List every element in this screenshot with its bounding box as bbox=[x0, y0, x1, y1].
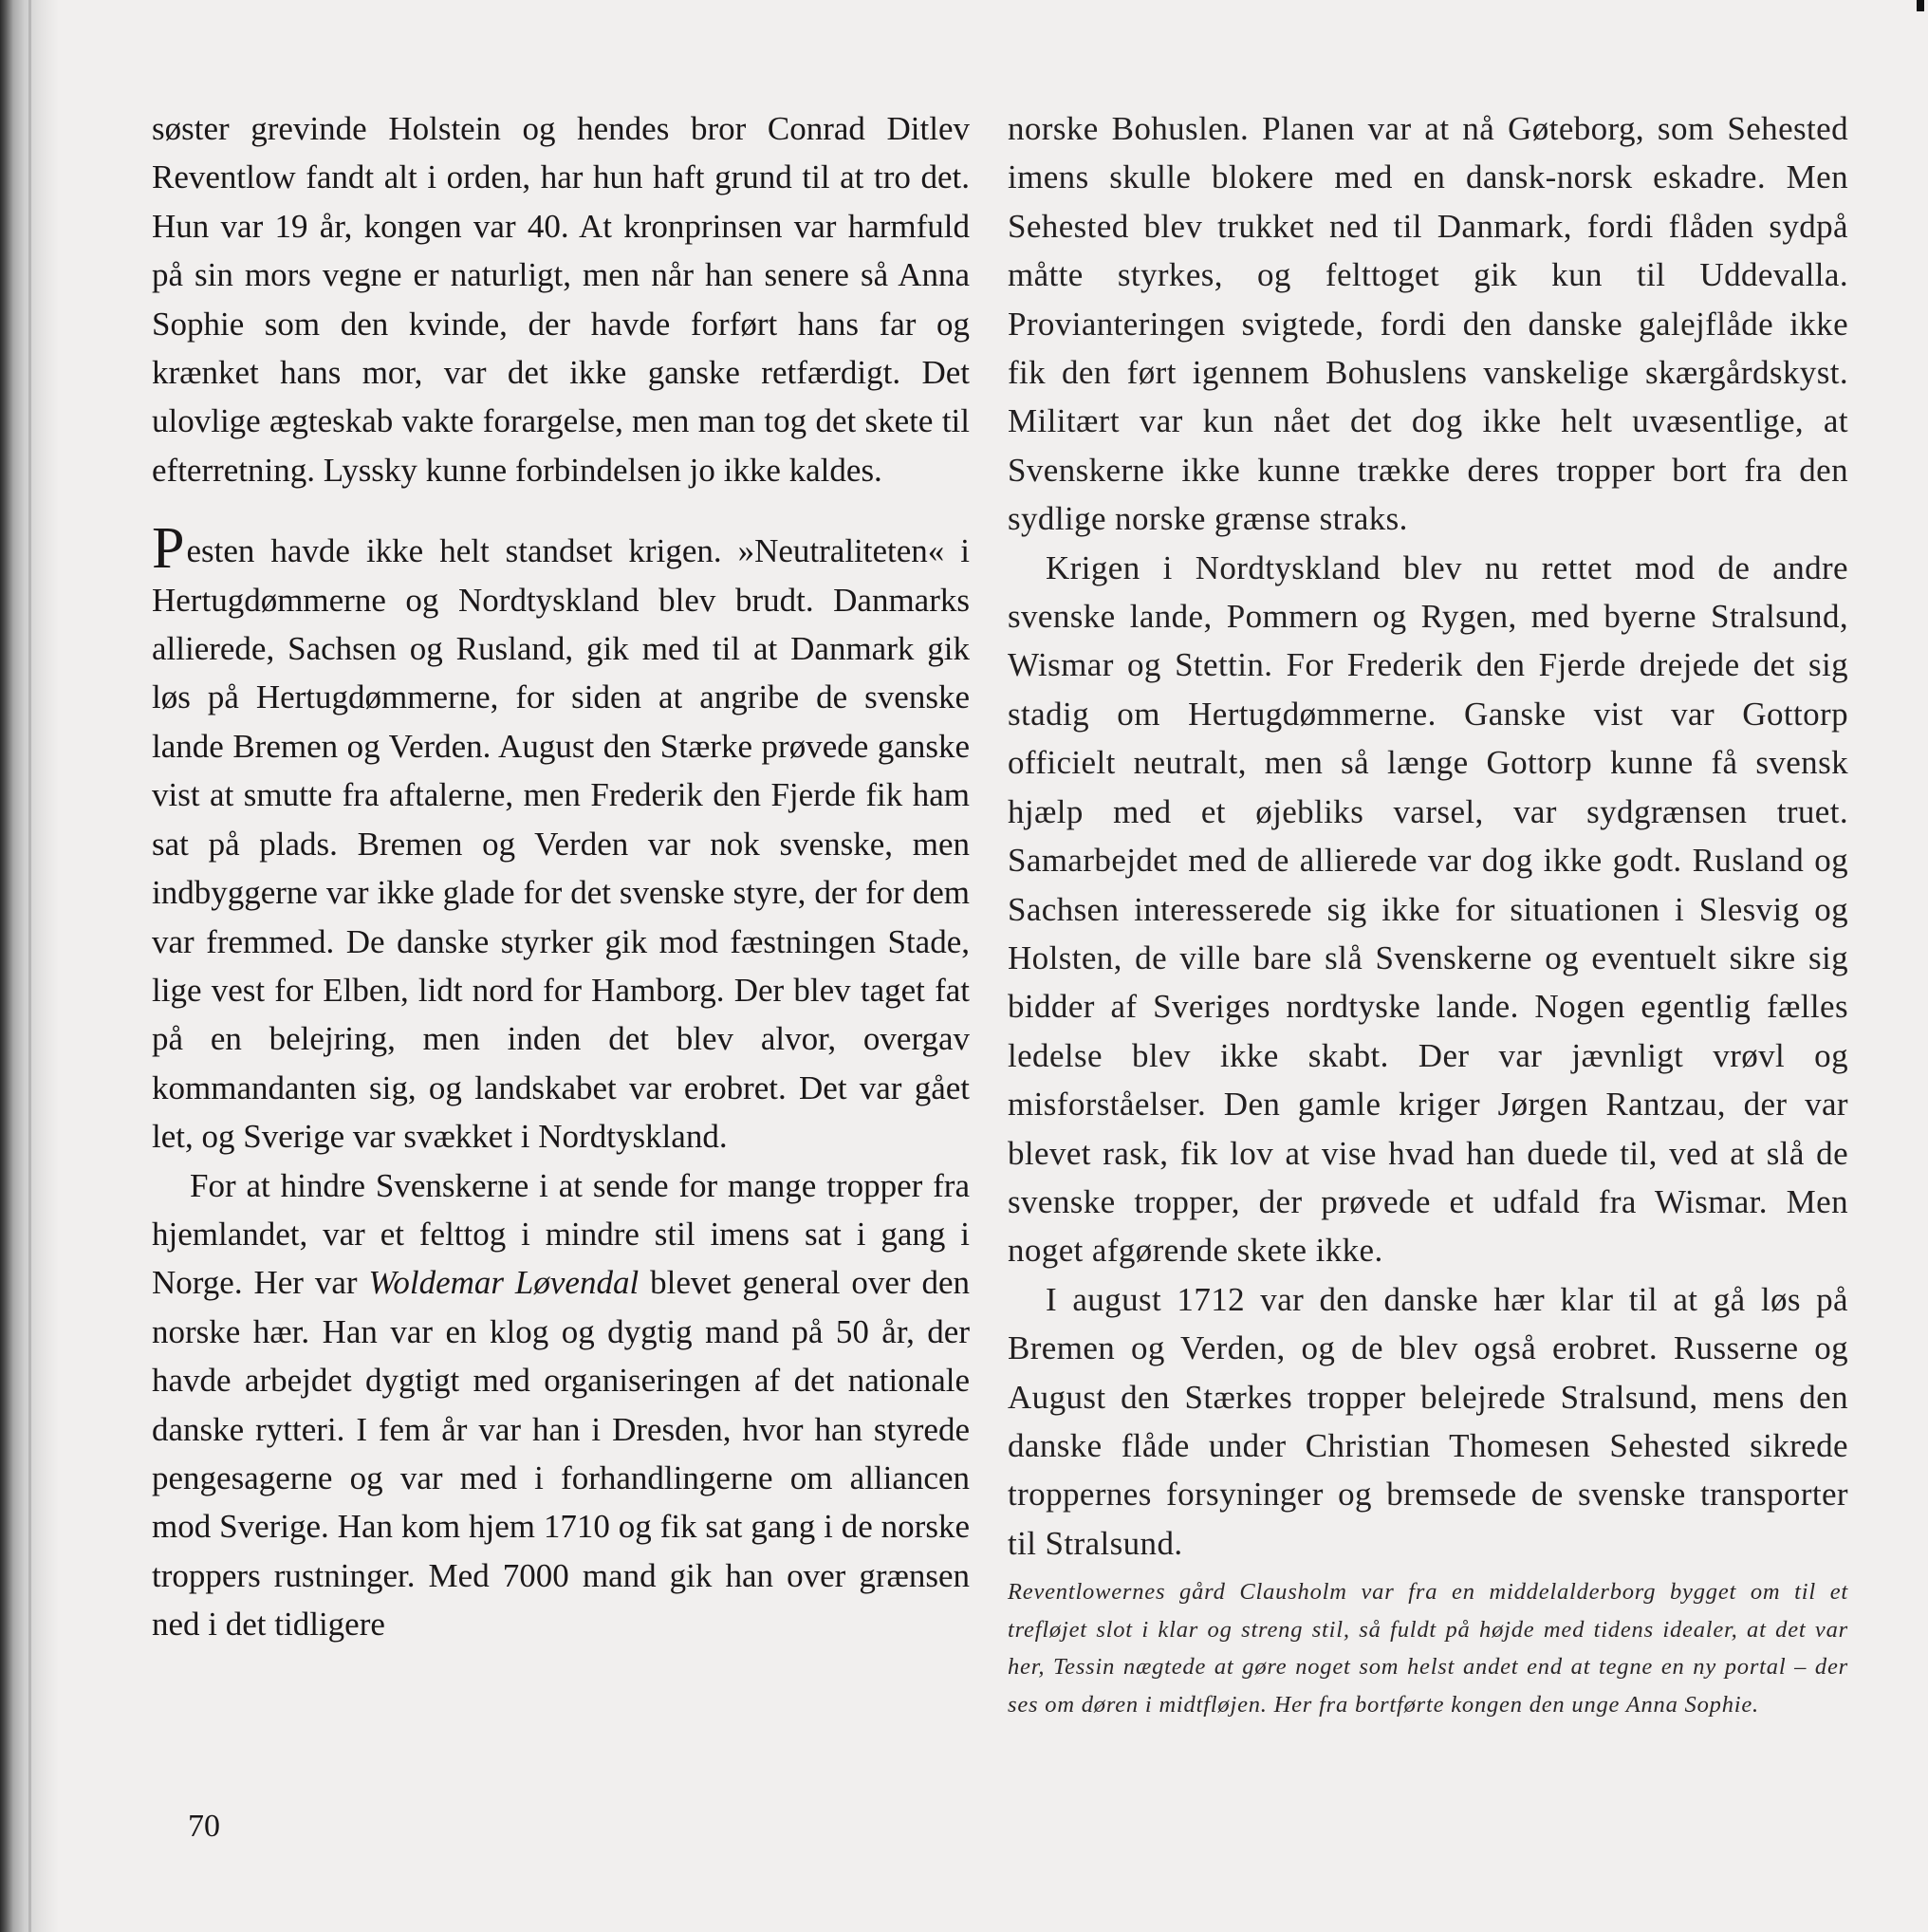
paragraph: I august 1712 var den danske hær klar til at gå løs på Bremen og Verden, og de blev også erobret. Russerne og August den Stærkes tropper belejrede Stralsund, mens den danske flåde under Christian Thomesen Sehested sikrede troppernes forsyninger og bremsede de svenske transporter til Stralsund. bbox=[1008, 1280, 1848, 1562]
italic-name: Woldemar Løvendal bbox=[368, 1264, 640, 1302]
image-caption: Reventlowernes gård Clausholm var fra en middelalderborg bygget om til et trefløjet slot i klar og streng stil, så fuldt på højde med tidens idealer, at det var her, Tessin nægtede at gøre noget som helst andet end at tegne en ny portal – der ses om døren i midtfløjen. Her fra bortførte kongen den unge Anna Sophie. bbox=[1008, 1579, 1848, 1718]
paragraph: Krigen i Nordtyskland blev nu rettet mod de andre svenske lande, Pommern og Rygen, med byerne Stralsund, Wismar og Stettin. For Frederik den Fjerde drejede det sig stadig om Hertugdømmerne. Ganske vist var Gottorp officielt neutralt, men så længe Gottorp kunne få svensk hjælp med et øjebliks varsel, var sydgrænsen truet. Samarbejdet med de allierede var dog ikke godt. Rusland og Sachsen interesserede sig ikke for situationen i Slesvig og Holsten, de ville bare slå Svenskerne og eventuelt sikre sig bidder af Sveriges nordtyske lande. Nogen egentlig fælles ledelse blev ikke skabt. Der var jævnligt vrøvl og misforståelser. Den gamle kriger Jørgen Rantzau, der var blevet rask, fik lov at vise hvad han duede til, ved at slå de svenske tropper, der prøvede et udfald fra Wismar. Men noget afgørende skete ikke. bbox=[1008, 548, 1848, 1270]
paragraph-text: blevet general over den norske hær. Han var en klog og dygtig mand på 50 år, der havde arbejdet dygtigt med organiseringen af det nationale danske rytteri. I fem år var han i Dresden, hvor han styrede pengesagerne og var med i forhandlingerne om alliancen mod Sverige. Han kom hjem 1710 og fik sat gang i de norske troppers rustninger. Med 7000 mand gik han over grænsen ned i det tidligere bbox=[152, 1264, 971, 1644]
page-number: 70 bbox=[188, 1809, 220, 1844]
right-text-column bbox=[1008, 104, 1848, 1723]
left-text-column bbox=[152, 104, 970, 1649]
page-edge bbox=[28, 0, 31, 1932]
drop-cap: P bbox=[152, 516, 185, 582]
paragraph: norske Bohuslen. Planen var at nå Gøteborg, som Sehested imens skulle blokere med en dansk-norsk eskadre. Men Sehested blev trukket ned til Danmark, fordi flåden sydpå måtte styrkes, og felttoget gik kun til Uddevalla. Provianteringen svigtede, fordi den danske galejflåde ikke fik den ført igennem Bohuslens vanskelige skærgårdskyst. Militært var kun nået det dog ikke helt uvæsentlige, at Svenskerne ikke kunne trække deres tropper bort fra den sydlige norske grænse straks. bbox=[1008, 110, 1848, 538]
section-paragraph bbox=[152, 516, 970, 1161]
paragraph-text: esten havde ikke helt standset krigen. »Neutraliteten« i Hertugdømmerne og Nordtyskland blev brudt. Danmarks allierede, Sachsen og Rusland, gik med til at Danmark gik løs på Hertugdømmerne, for siden at angribe de svenske lande Bremen og Verden. August den Stærke prøvede ganske vist at smutte fra aftalerne, men Frederik den Fjerde fik ham sat på plads. Bremen og Verden var nok svenske, men indbyggerne var ikke glade for det svenske styre, der for dem var fremmed. De danske styrker gik mod fæstningen Stade, lige vest for Elben, lidt nord for Hamborg. Der blev taget fat på en belejring, men inden det blev alvor, overgav kommandanten sig, og landskabet var erobret. Det var gået let, og Sverige var svækket i Nordtyskland. bbox=[152, 532, 970, 1156]
paragraph-text: For at hindre Svenskerne i at sende for mange tropper fra hjemlandet, var et felttog i mindre stil imens sat i gang i Norge. Her var bbox=[152, 1166, 970, 1302]
paragraph: søster grevinde Holstein og hendes bror Conrad Ditlev Reventlow fandt alt i orden, har hun haft grund til at tro det. Hun var 19 år, kongen var 40. At kronprinsen var harmfuld på sin mors vegne er naturligt, men når han senere så Anna Sophie som den kvinde, der havde forført hans far og krænket hans mor, var det ikke ganske retfærdigt. Det ulovlige ægteskab vakte forargelse, men man tog det skete til efterretning. Lyssky kunne forbindelsen jo ikke kaldes. bbox=[152, 110, 970, 489]
paragraph bbox=[152, 1161, 970, 1649]
corner-mark bbox=[1917, 0, 1924, 11]
